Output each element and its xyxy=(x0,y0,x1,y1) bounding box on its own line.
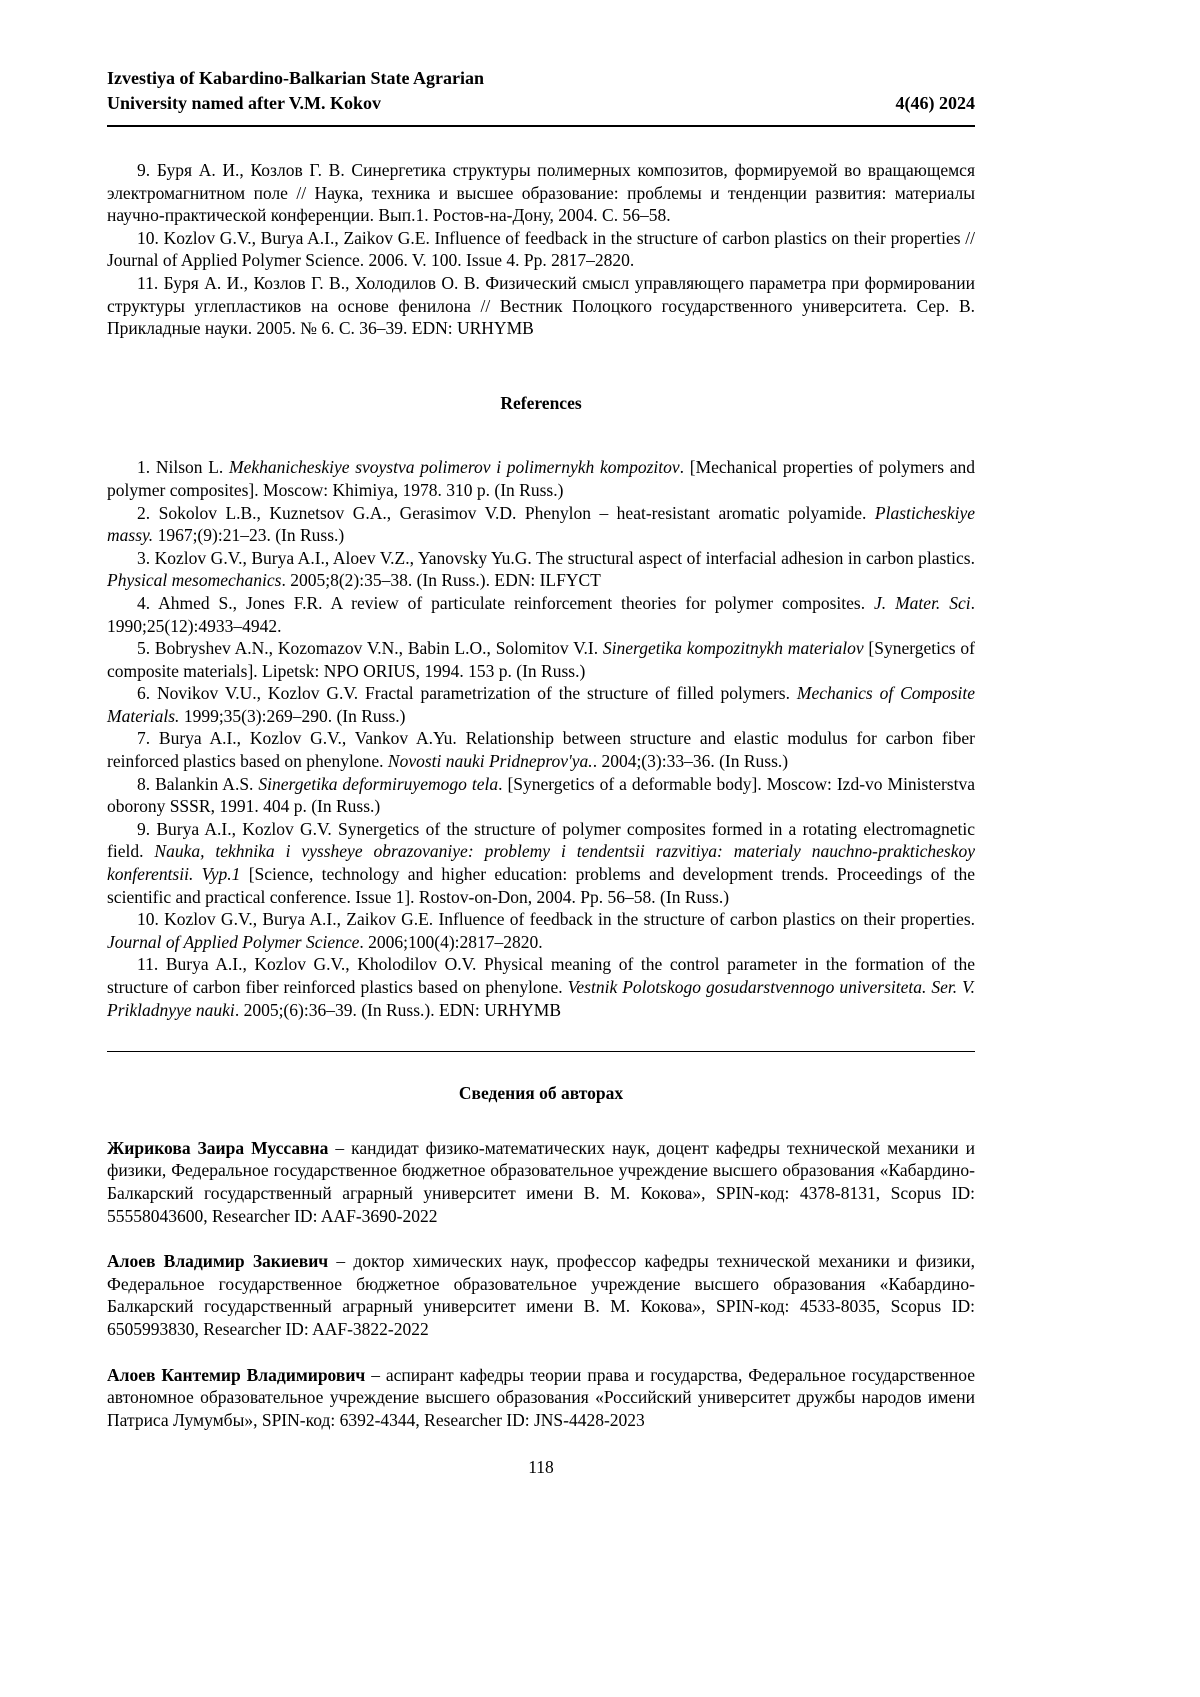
reference-item xyxy=(107,456,975,501)
journal-title-line2: University named after V.M. Kokov xyxy=(107,93,381,113)
reference-item-segment: . 2005;(6):36–39. (In Russ.). EDN: URHYMB xyxy=(234,999,561,1020)
reference-item xyxy=(107,682,975,727)
reference-item-segment: 1967;(9):21–23. (In Russ.) xyxy=(153,525,345,546)
reference-item-segment: 5. Bobryshev A.N., Kozomazov V.N., Babin L.O., Solomitov V.I. xyxy=(137,638,603,659)
reference-item-segment: Mekhanicheskiye svoystva polimerov i polimernykh kompozitov xyxy=(229,457,680,478)
header-rule xyxy=(107,125,975,127)
reference-item xyxy=(107,727,975,772)
reference-item xyxy=(107,159,975,227)
reference-item-segment: [Synergetics of composite materials]. Lipetsk: NPO ORIUS, 1994. 153 p. (In Russ.) xyxy=(107,638,975,681)
author-info-item-segment: – кандидат физико-математических наук, доцент кафедры технической механики и физики, Федеральное государственное бюджетное образовательное учреждение высшего образования «Кабардино-Балкарский государственный аграрный университет имени В. М. Кокова», SPIN-код: 4378-8131, Scopus ID: 55558043600, Researcher ID: AAF-3690-2022 xyxy=(107,1137,975,1226)
author-info-item-segment: Жирикова Заира Муссавна xyxy=(107,1137,329,1158)
reference-item-segment: Sinergetika kompozitnykh materialov xyxy=(602,638,864,659)
reference-item-segment: Novosti nauki Pridneprov'ya. xyxy=(387,751,593,772)
reference-item-segment: 9. Буря А. И., Козлов Г. В. Синергетика структуры полимерных композитов, формируемой во вращающемся электромагнитном поле // Наука, техника и высшее образование: проблемы и тенденции развития: материалы научно-практической конференции. Вып.1. Ростов-на-Дону, 2004. С. 56–58. xyxy=(107,160,975,226)
author-info-item-segment: – доктор химических наук, профессор кафедры технической механики и физики, Федеральное государственное бюджетное образовательное учреждение высшего образования «Кабардино-Балкарский государственный аграрный университет имени В. М. Кокова», SPIN-код: 4533-8035, Scopus ID: 6505993830, Researcher ID: AAF-3822-2022 xyxy=(107,1251,975,1339)
reference-item-segment: 7. Burya A.I., Kozlov G.V., Vankov A.Yu. Relationship between structure and elastic modulus for carbon fiber reinforced plastics based on phenylone. xyxy=(107,728,975,772)
reference-item-segment: Plasticheskiye massy. xyxy=(107,502,975,546)
reference-item-segment: 1. Nilson L. xyxy=(137,457,229,478)
reference-item-segment: . 2004;(3):33–36. (In Russ.) xyxy=(592,751,789,772)
russian-references-continued xyxy=(107,159,975,340)
journal-title-row-1 xyxy=(107,66,975,91)
reference-item-segment: Nauka, tekhnika i vyssheye obrazovaniye: problemy i tendentsii razvitiya: materialy nauchno-prakticheskoy konferentsii. Vyp.1 xyxy=(107,841,975,885)
references-heading: References xyxy=(500,392,582,413)
author-info-item-segment: Алоев Владимир Закиевич xyxy=(107,1251,329,1272)
reference-item-segment: J. Mater. Sci xyxy=(874,592,971,613)
references-list xyxy=(107,456,975,1021)
reference-item xyxy=(107,637,975,682)
reference-item-segment: . [Synergetics of a deformable body]. Moscow: Izd-vo Ministerstva oborony SSSR, 1991. 404 p. (In Russ.) xyxy=(107,773,975,817)
reference-item-segment: . [Mechanical properties of polymers and polymer composites]. Moscow: Khimiya, 1978. 310 p. (In Russ.) xyxy=(107,457,975,500)
reference-item-segment: . 1990;25(12):4933–4942. xyxy=(107,592,976,636)
reference-item-segment: 10. Kozlov G.V., Burya A.I., Zaikov G.E. Influence of feedback in the structure of carbon plastics on their properties. xyxy=(137,909,975,930)
reference-item-segment: . 2005;8(2):35–38. (In Russ.). EDN: ILFYCT xyxy=(281,570,601,591)
reference-item-segment: 6. Novikov V.U., Kozlov G.V. Fractal parametrization of the structure of filled polymers. xyxy=(137,683,797,704)
reference-item xyxy=(107,592,975,637)
journal-title-line1: Izvestiya of Kabardino-Balkarian State Agrarian xyxy=(107,68,484,88)
reference-item xyxy=(107,227,975,272)
author-info-item-segment: Алоев Кантемир Владимирович xyxy=(107,1364,366,1385)
reference-item-segment: 11. Burya A.I., Kozlov G.V., Kholodilov O.V. Physical meaning of the control parameter in the formation of the structure of carbon fiber reinforced plastics based on phenylone. xyxy=(107,954,975,997)
author-info-item-segment: – аспирант кафедры теории права и государства, Федеральное государственное автономное образовательное учреждение высшего образования «Российский университет дружбы народов имени Патриса Лумумбы», SPIN-код: 6392-4344, Researcher ID: JNS-4428-2023 xyxy=(107,1364,975,1430)
reference-item-segment: 4. Ahmed S., Jones F.R. A review of particulate reinforcement theories for polymer composites. xyxy=(137,592,875,613)
section-divider-rule xyxy=(107,1051,975,1052)
reference-item xyxy=(107,818,975,908)
journal-title-row-2 xyxy=(107,91,975,116)
authors-heading: Сведения об авторах xyxy=(458,1083,624,1104)
page-number: 118 xyxy=(528,1457,554,1477)
reference-item xyxy=(107,272,975,340)
reference-item xyxy=(107,953,975,1021)
reference-item-segment: Mechanics of Composite Materials. xyxy=(107,683,976,726)
reference-item-segment: Physical mesomechanics xyxy=(107,570,282,591)
reference-item-segment: Sinergetika deformiruyemogo tela xyxy=(258,773,499,794)
reference-item-segment: 11. Буря А. И., Козлов Г. В., Холодилов О. В. Физический смысл управляющего параметра при формировании структуры углепластиков на основе фенилона // Вестник Полоцкого государственного университета. Сер. В. Прикладные науки. 2005. № 6. С. 36–39. EDN: URHYMB xyxy=(107,272,975,339)
reference-item-segment: . 2006;100(4):2817–2820. xyxy=(359,931,543,952)
reference-item-segment: Journal of Applied Polymer Science xyxy=(107,931,360,952)
reference-item-segment: Vestnik Polotskogo gosudarstvennogo universiteta. Ser. V. Prikladnyye nauki xyxy=(107,977,975,1020)
author-info-item xyxy=(107,1364,975,1432)
reference-item xyxy=(107,502,975,547)
authors-info-list xyxy=(107,1137,975,1432)
author-info-item xyxy=(107,1250,975,1340)
reference-item-segment: 8. Balankin A.S. xyxy=(137,773,259,794)
page-content xyxy=(107,66,975,1431)
reference-item xyxy=(107,908,975,953)
reference-item-segment: [Science, technology and higher education: problems and development trends. Proceedings of the scientific and practical conference. Issue 1]. Rostov-on-Don, 2004. Pp. 56–58. (In Russ.) xyxy=(107,864,975,907)
reference-item-segment: 1999;35(3):269–290. (In Russ.) xyxy=(179,705,406,726)
reference-item-segment: 3. Kozlov G.V., Burya A.I., Aloev V.Z., Yanovsky Yu.G. The structural aspect of interfacial adhesion in carbon plastics. xyxy=(137,547,975,568)
reference-item-segment: 9. Burya A.I., Kozlov G.V. Synergetics of the structure of polymer composites formed in a rotating electromagnetic field. xyxy=(107,818,975,862)
reference-item xyxy=(107,773,975,818)
reference-item xyxy=(107,547,975,592)
reference-item-segment: 2. Sokolov L.B., Kuznetsov G.A., Gerasimov V.D. Phenylon – heat-resistant aromatic polyamide. xyxy=(137,502,875,523)
issue-number: 4(46) 2024 xyxy=(895,93,975,113)
author-info-item xyxy=(107,1137,975,1227)
reference-item-segment: 10. Kozlov G.V., Burya A.I., Zaikov G.E. Influence of feedback in the structure of carbon plastics on their properties // Journal of Applied Polymer Science. 2006. V. 100. Issue 4. Pp. 2817–2820. xyxy=(107,227,975,271)
page-header xyxy=(107,66,975,127)
